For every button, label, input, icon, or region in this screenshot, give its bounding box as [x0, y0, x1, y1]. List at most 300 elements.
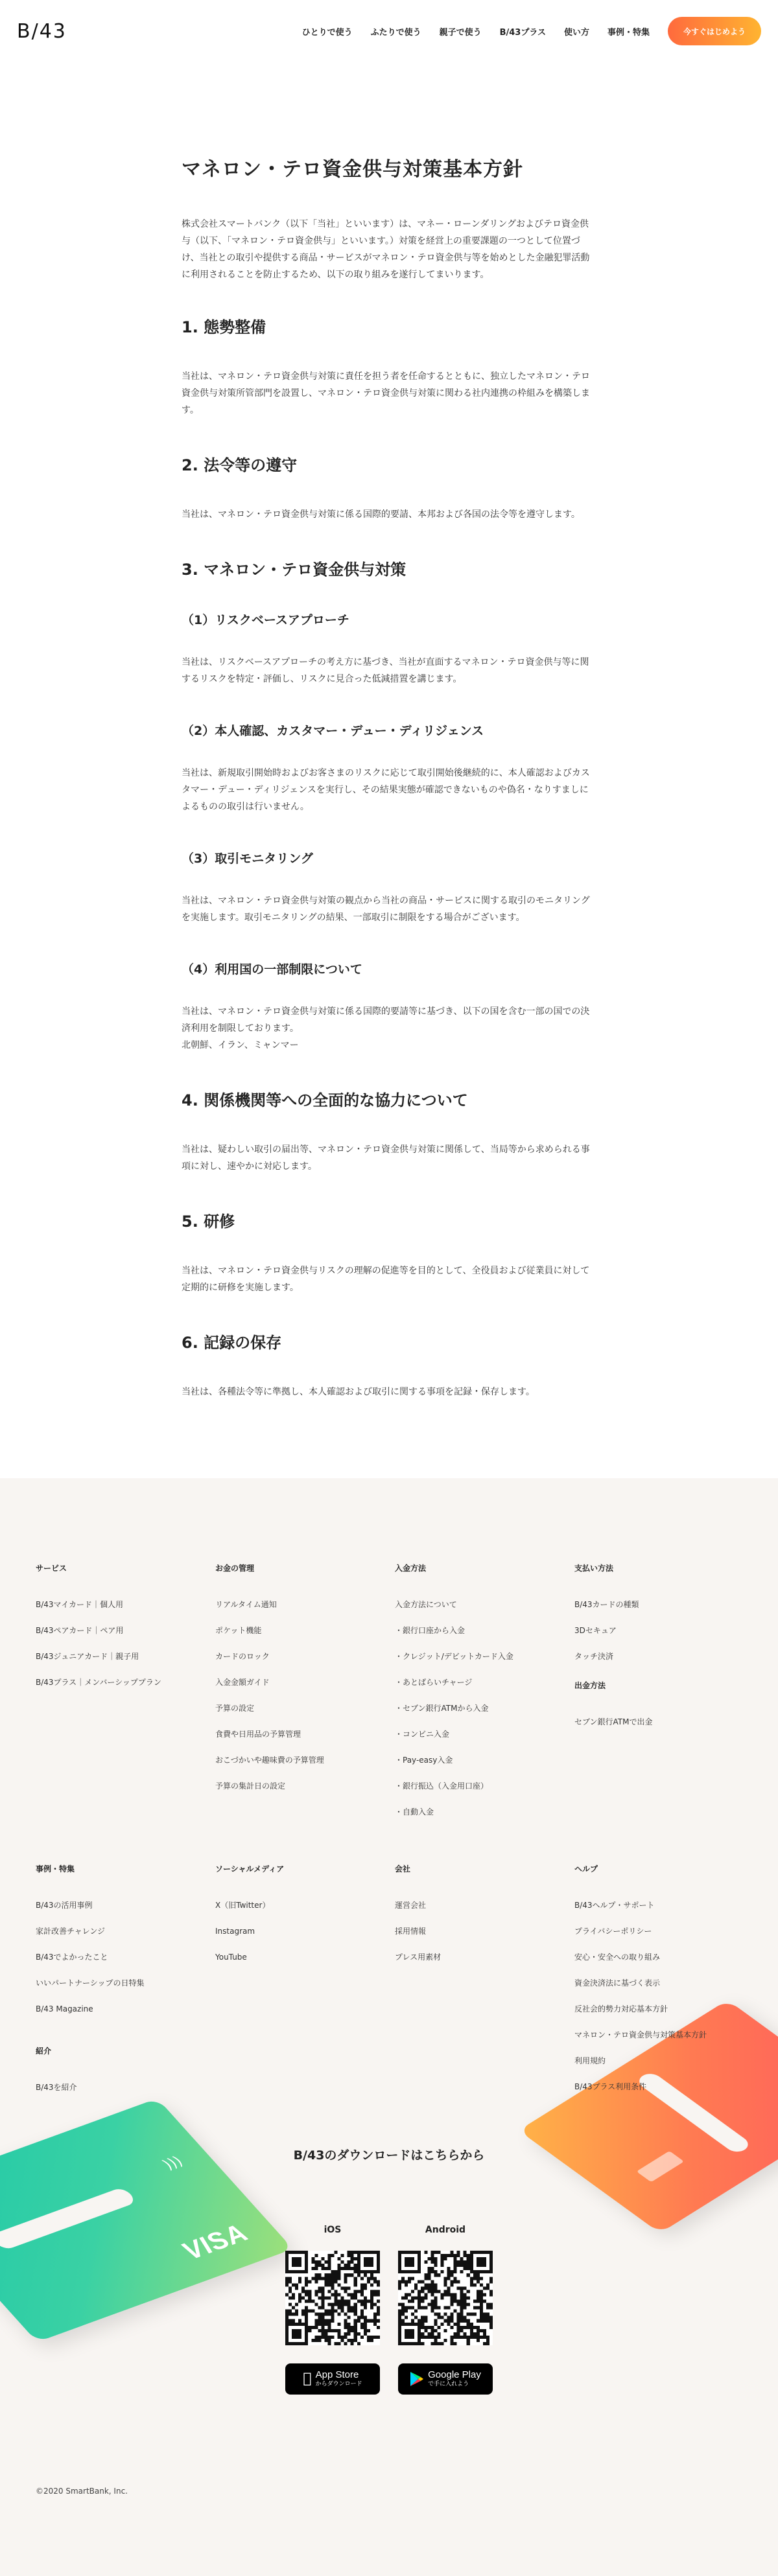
qr-module [460, 2257, 464, 2260]
qr-module [460, 2286, 464, 2290]
qr-module [298, 2323, 301, 2326]
app-store-text [311, 2369, 362, 2388]
qr-module [377, 2260, 380, 2264]
qr-module [477, 2277, 480, 2280]
footer-link[interactable]: B/43ヘルプ・サポート [574, 1901, 655, 1910]
footer-link[interactable]: Instagram [215, 1927, 255, 1936]
qr-module [424, 2296, 427, 2299]
qr-module [418, 2332, 421, 2336]
footer-col-title: ソーシャルメディア [215, 1864, 285, 1874]
footer-link[interactable]: B/43カードの種類 [574, 1600, 639, 1609]
qr-module [292, 2332, 295, 2336]
qr-module [305, 2339, 308, 2342]
qr-module [370, 2306, 373, 2310]
qr-module [434, 2306, 437, 2310]
nav-howto[interactable]: 使い方 [563, 27, 589, 38]
qr-module [338, 2293, 341, 2296]
qr-module [405, 2257, 408, 2260]
qr-module [489, 2277, 493, 2280]
qr-module [447, 2306, 451, 2310]
qr-module [447, 2293, 451, 2296]
footer-link[interactable]: 家計改善チャレンジ [36, 1927, 106, 1936]
qr-module [344, 2332, 348, 2336]
qr-module [367, 2300, 370, 2303]
footer-link[interactable]: ・コンビニ入金 [395, 1730, 450, 1739]
qr-module [314, 2336, 318, 2339]
qr-module [311, 2339, 314, 2342]
qr-module [473, 2273, 477, 2277]
qr-module [434, 2342, 437, 2345]
qr-module [298, 2257, 301, 2260]
qr-module [398, 2303, 401, 2306]
qr-module [335, 2293, 338, 2296]
qr-module [354, 2293, 357, 2296]
qr-module [364, 2273, 367, 2277]
qr-module [338, 2267, 341, 2270]
qr-module [470, 2329, 473, 2332]
qr-module [411, 2300, 414, 2303]
qr-module [411, 2306, 414, 2310]
qr-module [295, 2283, 298, 2286]
qr-module [338, 2323, 341, 2326]
qr-module [434, 2270, 437, 2273]
qr-module [335, 2251, 338, 2254]
qr-module [327, 2342, 331, 2345]
footer-link[interactable]: X（旧Twitter） [215, 1901, 270, 1910]
qr-module [364, 2326, 367, 2329]
footer-link[interactable]: プライバシーポリシー [574, 1927, 652, 1936]
qr-module [437, 2313, 440, 2316]
qr-module [447, 2267, 451, 2270]
qr-module [477, 2293, 480, 2296]
footer-link[interactable]: 3Dセキュア [574, 1626, 617, 1635]
footer-link[interactable]: B/43でよかったこと [36, 1953, 108, 1962]
qr-module [305, 2300, 308, 2303]
qr-module [308, 2300, 311, 2303]
footer-link[interactable]: 運営会社 [395, 1901, 427, 1910]
nav-pair[interactable]: ふたりで使う [370, 27, 421, 38]
qr-module [486, 2306, 489, 2310]
qr-module [408, 2329, 411, 2332]
footer-link[interactable]: セブン銀行ATMで出金 [574, 1717, 653, 1726]
qr-module [321, 2277, 324, 2280]
qr-module [327, 2257, 331, 2260]
logo[interactable]: B/43 [17, 19, 67, 43]
qr-module [364, 2260, 367, 2264]
qr-module [360, 2293, 364, 2296]
qr-module [473, 2283, 477, 2286]
nav-family[interactable]: 親子で使う [439, 27, 482, 38]
section-2-text: 当社は、マネロン・テロ資金供与対策に係る国際的要請、本邦および各国の法令等を遵守します。 [182, 509, 580, 520]
qr-module [434, 2260, 437, 2264]
qr-module [421, 2316, 424, 2319]
footer-link[interactable]: 安心・安全への取り組み [574, 1953, 661, 1962]
qr-module [377, 2251, 380, 2254]
qr-module [348, 2332, 351, 2336]
start-now-button[interactable]: 今すぐはじめよう [668, 17, 761, 45]
qr-module [460, 2306, 464, 2310]
qr-module [351, 2296, 354, 2299]
qr-module [324, 2296, 327, 2299]
qr-module [408, 2264, 411, 2267]
qr-module [308, 2296, 311, 2299]
qr-module [454, 2280, 457, 2283]
footer-link[interactable]: ・銀行振込（入金用口座） [395, 1781, 489, 1791]
qr-module [418, 2296, 421, 2299]
nav-solo[interactable]: ひとりで使う [301, 27, 353, 38]
section-3-1-title: （1）リスクベースアプローチ [182, 613, 349, 627]
qr-module [364, 2257, 367, 2260]
qr-module [470, 2267, 473, 2270]
qr-module [331, 2316, 334, 2319]
qr-module [305, 2290, 308, 2293]
qr-module [470, 2283, 473, 2286]
qr-module [418, 2306, 421, 2310]
footer-link[interactable]: 予算の設定 [215, 1704, 255, 1713]
qr-module [483, 2329, 486, 2332]
qr-module [480, 2270, 483, 2273]
qr-module [464, 2306, 467, 2310]
qr-module [335, 2303, 338, 2306]
qr-module [364, 2251, 367, 2254]
footer-col-title: 会社 [395, 1864, 411, 1874]
qr-module [430, 2286, 434, 2290]
footer-link[interactable]: ・銀行口座から入金 [395, 1626, 466, 1635]
qr-module [360, 2270, 364, 2273]
qr-module [408, 2336, 411, 2339]
qr-module [401, 2306, 405, 2310]
qr-module [401, 2251, 405, 2254]
qr-module [489, 2257, 493, 2260]
qr-module [338, 2257, 341, 2260]
footer-link[interactable]: 入金金額ガイド [215, 1678, 270, 1687]
qr-module [401, 2277, 405, 2280]
qr-module [460, 2329, 464, 2332]
qr-module [364, 2323, 367, 2326]
google-play-text [428, 2370, 481, 2388]
qr-module [489, 2306, 493, 2310]
qr-module [298, 2342, 301, 2345]
qr-module [324, 2273, 327, 2277]
qr-module [331, 2283, 334, 2286]
qr-module [460, 2310, 464, 2313]
qr-module [424, 2306, 427, 2310]
footer-link[interactable]: 予算の集計日の設定 [215, 1781, 286, 1791]
qr-module [408, 2300, 411, 2303]
qr-module [292, 2329, 295, 2332]
qr-module [348, 2293, 351, 2296]
footer-link[interactable]: B/43プラス｜メンバーシッププラン [36, 1678, 161, 1687]
footer-link[interactable]: B/43の活用事例 [36, 1901, 93, 1910]
qr-module [457, 2254, 460, 2257]
qr-module [427, 2332, 430, 2336]
qr-module [298, 2277, 301, 2280]
footer-link[interactable]: ・自動入金 [395, 1807, 434, 1816]
qr-module [327, 2336, 331, 2339]
qr-module [408, 2332, 411, 2336]
qr-module [405, 2336, 408, 2339]
qr-module [467, 2342, 470, 2345]
qr-module [305, 2316, 308, 2319]
footer-col-title: 紹介 [36, 2047, 52, 2056]
qr-module [370, 2293, 373, 2296]
qr-module [318, 2316, 321, 2319]
policy-article [182, 62, 596, 1478]
section-3-4-body: 当社は、マネロン・テロ資金供与対策に係る国際的要請等に基づき、以下の国を含む一部の国での決済利用を制限しております。 [182, 1006, 590, 1034]
qr-module [341, 2296, 344, 2299]
qr-module [454, 2254, 457, 2257]
qr-module [370, 2283, 373, 2286]
qr-module [354, 2264, 357, 2267]
qr-module [408, 2277, 411, 2280]
qr-module [351, 2306, 354, 2310]
qr-module [434, 2264, 437, 2267]
nav-plus[interactable]: B/43プラス [499, 27, 546, 38]
qr-module [289, 2313, 292, 2316]
footer-link[interactable]: YouTube [215, 1953, 247, 1962]
qr-module [434, 2296, 437, 2299]
qr-module [367, 2280, 370, 2283]
qr-module [398, 2267, 401, 2270]
qr-module [434, 2329, 437, 2332]
qr-module [298, 2329, 301, 2332]
qr-module [457, 2280, 460, 2283]
footer-link[interactable]: いいパートナーシップの日特集 [36, 1978, 145, 1988]
qr-module [295, 2329, 298, 2332]
qr-module [327, 2264, 331, 2267]
qr-module [305, 2277, 308, 2280]
qr-module [344, 2303, 348, 2306]
footer-link[interactable]: 資金決済法に基づく表示 [574, 1978, 661, 1988]
qr-module [344, 2290, 348, 2293]
qr-module [408, 2293, 411, 2296]
qr-module [486, 2303, 489, 2306]
qr-module [298, 2296, 301, 2299]
qr-module [405, 2280, 408, 2283]
qr-module [364, 2306, 367, 2310]
qr-module [338, 2300, 341, 2303]
qr-module [470, 2326, 473, 2329]
footer-link[interactable]: B/43 Magazine [36, 2004, 93, 2013]
qr-module [447, 2290, 451, 2293]
qr-module [305, 2342, 308, 2345]
qr-module [489, 2319, 493, 2323]
qr-module [457, 2332, 460, 2336]
qr-module [295, 2270, 298, 2273]
qr-module [430, 2306, 434, 2310]
qr-module [398, 2270, 401, 2273]
qr-module [305, 2332, 308, 2336]
qr-module [421, 2296, 424, 2299]
qr-module [489, 2290, 493, 2293]
qr-module [489, 2303, 493, 2306]
qr-module [344, 2342, 348, 2345]
qr-module [360, 2283, 364, 2286]
qr-module [370, 2260, 373, 2264]
footer-link[interactable]: ・あとばらいチャージ [395, 1678, 473, 1687]
qr-module [477, 2300, 480, 2303]
qr-module [318, 2319, 321, 2323]
qr-module [348, 2339, 351, 2342]
qr-module [292, 2270, 295, 2273]
qr-module [364, 2286, 367, 2290]
qr-module [477, 2273, 480, 2277]
footer-link[interactable]: 利用規約 [574, 2056, 606, 2065]
qr-module [357, 2290, 360, 2293]
qr-module [341, 2300, 344, 2303]
qr-module [451, 2313, 454, 2316]
qr-module [408, 2280, 411, 2283]
qr-module [348, 2300, 351, 2303]
footer-link[interactable]: 採用情報 [395, 1927, 427, 1936]
qr-module [467, 2257, 470, 2260]
footer-link[interactable]: ・セブン銀行ATMから入金 [395, 1704, 489, 1713]
qr-module [447, 2323, 451, 2326]
qr-module [467, 2260, 470, 2264]
qr-module [344, 2273, 348, 2277]
footer-link[interactable]: タッチ決済 [574, 1652, 614, 1661]
app-store-label: App Store [311, 2369, 355, 2380]
qr-module [483, 2286, 486, 2290]
qr-module [370, 2303, 373, 2306]
footer-col-deposit [395, 1562, 574, 1833]
qr-module [467, 2273, 470, 2277]
qr-module [411, 2277, 414, 2280]
footer-link[interactable]: 入金方法について [395, 1600, 457, 1609]
qr-module [338, 2329, 341, 2332]
qr-module [292, 2260, 295, 2264]
qr-module [405, 2310, 408, 2313]
qr-module [351, 2310, 354, 2313]
qr-module [373, 2316, 377, 2319]
footer-link[interactable]: ・クレジット/デビットカード入金 [395, 1652, 513, 1661]
qr-module [440, 2270, 443, 2273]
footer-link[interactable]: カードのロック [215, 1652, 270, 1661]
qr-module [324, 2310, 327, 2313]
qr-module [318, 2286, 321, 2290]
qr-module [440, 2323, 443, 2326]
qr-module [405, 2260, 408, 2264]
qr-module [364, 2329, 367, 2332]
google-play-label: Google Play [428, 2369, 481, 2380]
section-5-title: 5. 研修 [182, 1213, 235, 1231]
qr-module [338, 2313, 341, 2316]
footer-col-services [36, 1562, 215, 1833]
qr-module [457, 2323, 460, 2326]
qr-module [398, 2339, 401, 2342]
qr-module [348, 2326, 351, 2329]
qr-module [301, 2323, 305, 2326]
qr-module [414, 2283, 418, 2286]
qr-module [470, 2257, 473, 2260]
qr-module [338, 2273, 341, 2277]
qr-module [305, 2336, 308, 2339]
qr-module [451, 2251, 454, 2254]
qr-module [457, 2303, 460, 2306]
footer-link[interactable]: 反社会的勢力対応基本方針 [574, 2004, 668, 2013]
footer-link[interactable]: B/43ジュニアカード｜親子用 [36, 1652, 139, 1661]
qr-module [447, 2286, 451, 2290]
google-play-button[interactable] [398, 2363, 493, 2395]
qr-module [321, 2336, 324, 2339]
qr-module [318, 2336, 321, 2339]
qr-module [464, 2336, 467, 2339]
qr-module [464, 2326, 467, 2329]
qr-module [295, 2286, 298, 2290]
footer-link[interactable]: B/43を紹介 [36, 2083, 77, 2092]
qr-module [454, 2264, 457, 2267]
qr-module [285, 2293, 289, 2296]
qr-module [367, 2339, 370, 2342]
qr-module [351, 2339, 354, 2342]
qr-module [480, 2300, 483, 2303]
qr-module [292, 2306, 295, 2310]
qr-module [401, 2323, 405, 2326]
qr-module [318, 2277, 321, 2280]
qr-module [443, 2313, 447, 2316]
qr-module [427, 2286, 430, 2290]
footer-link[interactable]: おこづかいや趣味費の予算管理 [215, 1756, 324, 1765]
qr-module [327, 2267, 331, 2270]
qr-module [298, 2319, 301, 2323]
qr-module [344, 2323, 348, 2326]
footer-link[interactable]: ポケット機能 [215, 1626, 262, 1635]
qr-module [324, 2313, 327, 2316]
qr-module [418, 2326, 421, 2329]
qr-module [289, 2303, 292, 2306]
qr-module [341, 2267, 344, 2270]
qr-module [473, 2277, 477, 2280]
qr-module [318, 2296, 321, 2299]
qr-module [344, 2286, 348, 2290]
qr-module [411, 2332, 414, 2336]
qr-module [305, 2260, 308, 2264]
qr-module [477, 2319, 480, 2323]
qr-module [364, 2300, 367, 2303]
footer-link[interactable]: B/43マイカード｜個人用 [36, 1600, 123, 1609]
qr-module [440, 2316, 443, 2319]
qr-module [473, 2336, 477, 2339]
footer-link[interactable]: 食費や日用品の予算管理 [215, 1730, 301, 1739]
qr-module [377, 2310, 380, 2313]
qr-module [460, 2319, 464, 2323]
nav-cases[interactable]: 事例・特集 [607, 27, 650, 38]
qr-module [324, 2280, 327, 2283]
footer-link[interactable]: B/43ペアカード｜ペア用 [36, 1626, 124, 1635]
qr-module [437, 2316, 440, 2319]
site-footer [0, 1478, 778, 2576]
app-store-button[interactable] [285, 2363, 380, 2395]
qr-module [434, 2303, 437, 2306]
qr-module [460, 2260, 464, 2264]
qr-module [430, 2260, 434, 2264]
qr-module [443, 2339, 447, 2342]
footer-link[interactable]: B/43プラス利用条件 [574, 2082, 647, 2091]
qr-module [443, 2280, 447, 2283]
footer-link[interactable]: マネロン・テロ資金供与対策基本方針 [574, 2030, 707, 2039]
qr-module [305, 2251, 308, 2254]
qr-module [321, 2303, 324, 2306]
footer-link[interactable]: プレス用素材 [395, 1953, 442, 1962]
qr-module [331, 2277, 334, 2280]
qr-module [451, 2339, 454, 2342]
qr-module [377, 2283, 380, 2286]
footer-link[interactable]: ・Pay-easy入金 [395, 1756, 453, 1765]
qr-module [421, 2290, 424, 2293]
qr-module [480, 2257, 483, 2260]
footer-link[interactable]: リアルタイム通知 [215, 1600, 277, 1609]
qr-module [434, 2290, 437, 2293]
